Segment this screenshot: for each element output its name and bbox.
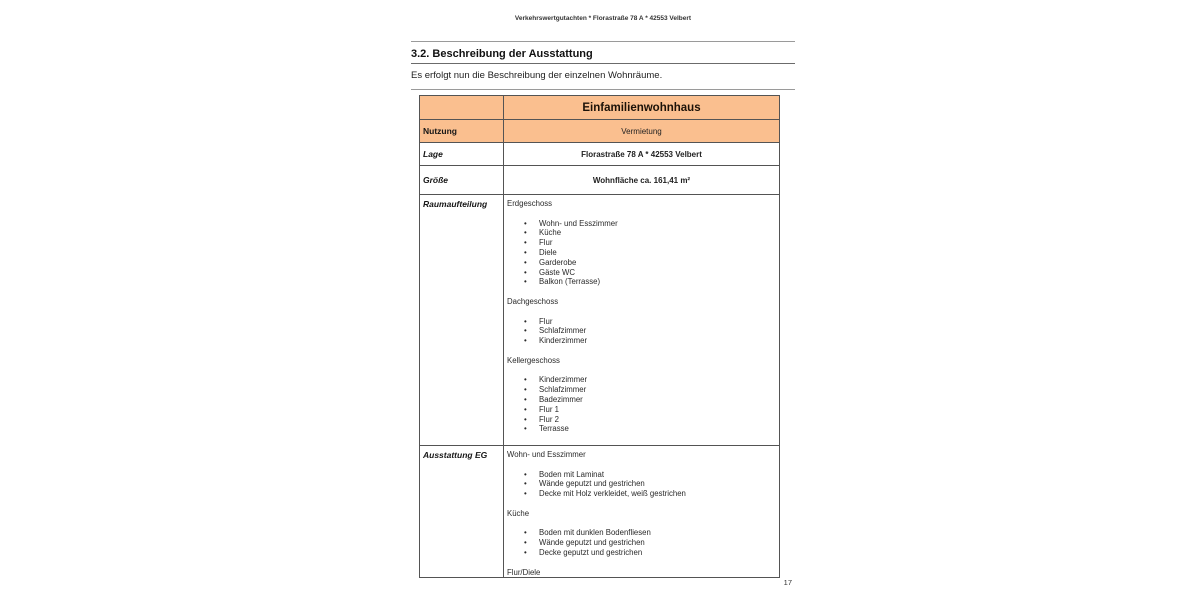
table-title-row <box>420 96 780 120</box>
bullet-item: • Terrasse <box>507 424 776 434</box>
table-row-ausstattung-eg <box>420 446 780 578</box>
bullet-item: • Küche <box>507 228 776 238</box>
bullet-item: • Badezimmer <box>507 395 776 405</box>
heading-underline <box>411 63 795 64</box>
room-bullet-list <box>507 528 776 557</box>
bullet-item: • Boden mit Laminat <box>507 470 776 480</box>
bullet-item: • Flur 1 <box>507 405 776 415</box>
bullet-item: • Wände geputzt und gestrichen <box>507 479 776 489</box>
room-group-heading: Dachgeschoss <box>507 296 559 306</box>
table-row-lage <box>420 143 780 166</box>
bullet-item: • Diele <box>507 248 776 258</box>
bullet-item: • Schlafzimmer <box>507 326 776 336</box>
bullet-item: • Flur 2 <box>507 415 776 425</box>
bullet-item: • Wohn- und Esszimmer <box>507 219 776 229</box>
intro-paragraph: Es erfolgt nun die Beschreibung der einzelnen Wohnräume. <box>411 70 663 81</box>
room-group-heading: Wohn- und Esszimmer <box>507 450 586 459</box>
room-bullet-list <box>507 470 776 499</box>
document-header-text: Verkehrswertgutachten * Florastraße 78 A * 42553 Velbert <box>514 15 692 22</box>
table-title-empty-cell <box>420 96 504 120</box>
bullet-item: • Gäste WC <box>507 268 776 278</box>
section-heading: 3.2. Beschreibung der Ausstattung <box>411 48 593 60</box>
bullet-item: • Kinderzimmer <box>507 336 776 346</box>
bullet-item: • Flur <box>507 317 776 327</box>
bullet-item: • Garderobe <box>507 258 776 268</box>
room-group-heading: Kellergeschoss <box>507 355 560 365</box>
table-row-nutzung <box>420 120 780 143</box>
room-bullet-list <box>507 317 776 346</box>
room-group-heading: Küche <box>507 508 530 518</box>
room-group-heading: Flur/Diele <box>507 567 541 577</box>
ausstattung-eg-content <box>504 446 780 578</box>
room-bullet-list <box>507 375 776 434</box>
row-value-lage: Florastraße 78 A * 42553 Velbert <box>504 143 780 166</box>
row-label-ausstattung-eg: Ausstattung EG <box>420 446 504 578</box>
bullet-item: • Decke mit Holz verkleidet, weiß gestrichen <box>507 489 776 499</box>
page-number: 17 <box>783 578 792 587</box>
bullet-item: • Schlafzimmer <box>507 385 776 395</box>
raumaufteilung-content <box>504 195 780 446</box>
table-row-groesse <box>420 166 780 195</box>
room-bullet-list <box>507 219 776 288</box>
row-label-groesse: Größe <box>420 166 504 195</box>
row-label-nutzung: Nutzung <box>420 120 504 143</box>
room-group-heading: Erdgeschoss <box>507 199 553 208</box>
row-label-raumaufteilung: Raumaufteilung <box>420 195 504 446</box>
bullet-item: • Boden mit dunklen Bodenfliesen <box>507 528 776 538</box>
header-divider-line <box>411 41 795 42</box>
row-value-groesse: Wohnfläche ca. 161,41 m² <box>504 166 780 195</box>
bullet-item: • Kinderzimmer <box>507 375 776 385</box>
table-row-raumaufteilung <box>420 195 780 446</box>
row-label-lage: Lage <box>420 143 504 166</box>
row-value-nutzung: Vermietung <box>504 120 780 143</box>
table-title: Einfamilienwohnhaus <box>504 96 780 120</box>
bullet-item: • Flur <box>507 238 776 248</box>
ausstattung-table <box>419 95 780 578</box>
pre-table-divider-line <box>411 89 795 90</box>
bullet-item: • Wände geputzt und gestrichen <box>507 538 776 548</box>
bullet-item: • Decke geputzt und gestrichen <box>507 548 776 558</box>
bullet-item: • Balkon (Terrasse) <box>507 277 776 287</box>
